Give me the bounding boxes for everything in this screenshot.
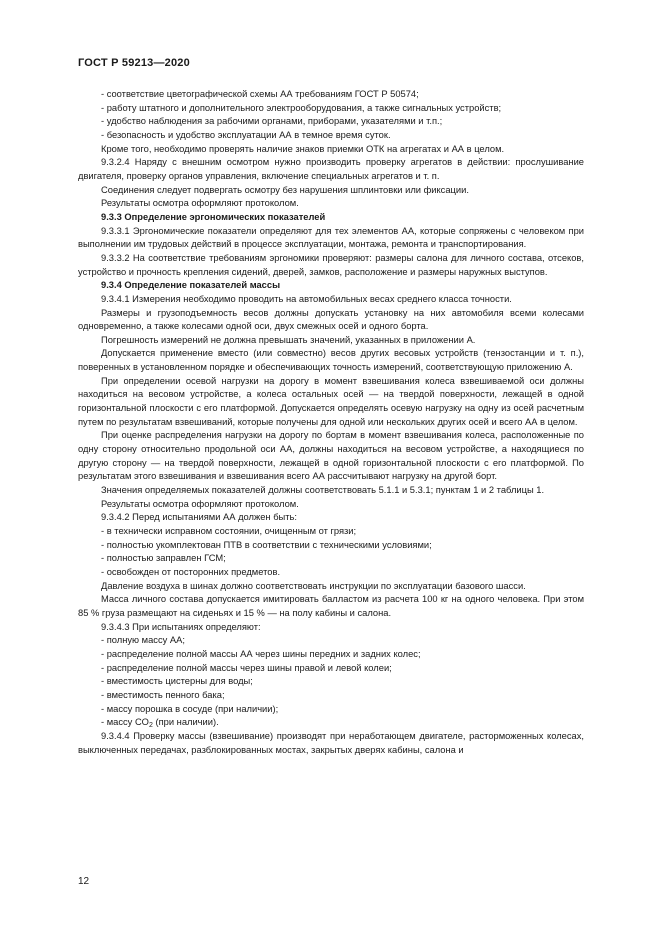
paragraph: 9.3.2.4 Наряду с внешним осмотром нужно производить проверку агрегатов в действии: прослушивание двигателя, проверку органов управления, включение специальных агрегатов и т. п. xyxy=(78,157,584,181)
paragraph: Соединения следует подвергать осмотру без нарушения шплинтовки или фиксации. xyxy=(101,184,469,195)
document-header: ГОСТ Р 59213—2020 xyxy=(78,57,190,69)
paragraph: - вместимость цистерны для воды; xyxy=(101,676,253,687)
paragraph: Размеры и грузоподъемность весов должны допускать установку на них автомобиля всеми колесами одновременно, а также колесами одной оси, двух смежных осей и одного борта. xyxy=(78,307,584,332)
paragraph: - безопасность и удобство эксплуатации АА в темное время суток. xyxy=(101,129,391,140)
paragraph: Результаты осмотра оформляют протоколом. xyxy=(101,498,299,509)
paragraph: - освобожден от посторонних предметов. xyxy=(101,566,281,577)
paragraph: 9.3.3.2 На соответствие требованиям эргономики проверяют: размеры салона для личного состава, отсеков, устройство и прочность крепления сидений, дверей, замков, расположение и размеры наружных выступов. xyxy=(78,252,584,277)
paragraph: Допускается применение вместо (или совместно) весов других весовых устройств (тензостанции и т. п.), поверенных в установленном порядке и обеспечивающих точность измерений, соответствующую приложению А. xyxy=(78,348,584,373)
paragraph: - вместимость пенного бака; xyxy=(101,689,225,700)
paragraph: - удобство наблюдения за рабочими органами, приборами, указателями и т.п.; xyxy=(101,116,443,127)
paragraph: Кроме того, необходимо проверять наличие знаков приемки ОТК на агрегатах и АА в целом. xyxy=(101,143,505,154)
paragraph: - распределение полной массы АА через шины передних и задних колес; xyxy=(101,648,421,659)
section-heading: 9.3.4 Определение показателей массы xyxy=(101,280,281,291)
paragraph: 9.3.4.2 Перед испытаниями АА должен быть: xyxy=(101,512,298,523)
paragraph: - в технически исправном состоянии, очищенным от грязи; xyxy=(101,526,357,536)
paragraph: - массу $CO_2$ (при наличии). xyxy=(101,717,219,730)
paragraph: При определении осевой нагрузки на дорогу в момент взвешивания колеса взвешиваемой оси должны находиться на весовом устройстве, а колеса остальных осей — на твердой поверхности, лежащей в одной горизонтальной плоскости с его платформой. Допускается определять осевую нагрузку на одну из осей расчетным путем по результатам взвешиваний, которые получены для одной или нескольких других осей и всего АА в целом. xyxy=(78,375,584,427)
paragraph: 9.3.4.1 Измерения необходимо проводить на автомобильных весах среднего класса точности. xyxy=(101,293,512,304)
document-body xyxy=(78,88,584,757)
paragraph: - полную массу АА; xyxy=(101,635,185,646)
paragraph: - соответствие цветографической схемы АА требованиям ГОСТ Р 50574; xyxy=(101,89,419,99)
paragraph: Погрешность измерений не должна превышать значений, указанных в приложении А. xyxy=(101,334,476,345)
paragraph: Масса личного состава допускается имитировать балластом из расчета 100 кг на одного человека. При этом 85 % груза размещают на сиденьях и 15 % — на полу кабины и салона. xyxy=(78,594,584,618)
paragraph: 9.3.4.3 При испытаниях определяют: xyxy=(101,621,261,632)
paragraph: - распределение полной массы через шины правой и левой колеи; xyxy=(101,662,392,673)
paragraph: - полностью заправлен ГСМ; xyxy=(101,553,226,564)
section-heading: 9.3.3 Определение эргономических показателей xyxy=(101,211,326,222)
paragraph: - полностью укомплектован ПТВ в соответствии с техническими условиями; xyxy=(101,539,432,550)
paragraph: - массу порошка в сосуде (при наличии); xyxy=(101,703,279,714)
paragraph: Давление воздуха в шинах должно соответствовать инструкции по эксплуатации базового шасси. xyxy=(101,580,526,591)
page-number: 12 xyxy=(78,876,90,887)
paragraph: При оценке распределения нагрузки на дорогу по бортам в момент взвешивания колеса, расположенные по одну сторону относительно продольной оси АА, должны находиться на весовом устройстве, а находящиеся по другую сторону — на твердой поверхности, лежащей в одной горизонтальной плоскости с его платформой. По результатам этого взвешивания и взвешивания всего АА рассчитывают нагрузку на другой борт. xyxy=(78,430,584,482)
paragraph: 9.3.3.1 Эргономические показатели определяют для тех элементов АА, которые сопряжены с человеком при выполнении им трудовых действий в процессе эксплуатации, монтажа, ремонта и транспортирования. xyxy=(78,225,584,250)
paragraph: Результаты осмотра оформляют протоколом. xyxy=(101,198,299,209)
paragraph: Значения определяемых показателей должны соответствовать 5.1.1 и 5.3.1; пунктам 1 и 2 таблицы 1. xyxy=(101,485,545,496)
paragraph: 9.3.4.4 Проверку массы (взвешивание) производят при неработающем двигателе, расторможенных колесах, выключенных передачах, разблокированных мостах, закрытых дверях кабины, салона и xyxy=(78,730,584,755)
paragraph: - работу штатного и дополнительного электрооборудования, а также сигнальных устройств; xyxy=(101,102,502,113)
